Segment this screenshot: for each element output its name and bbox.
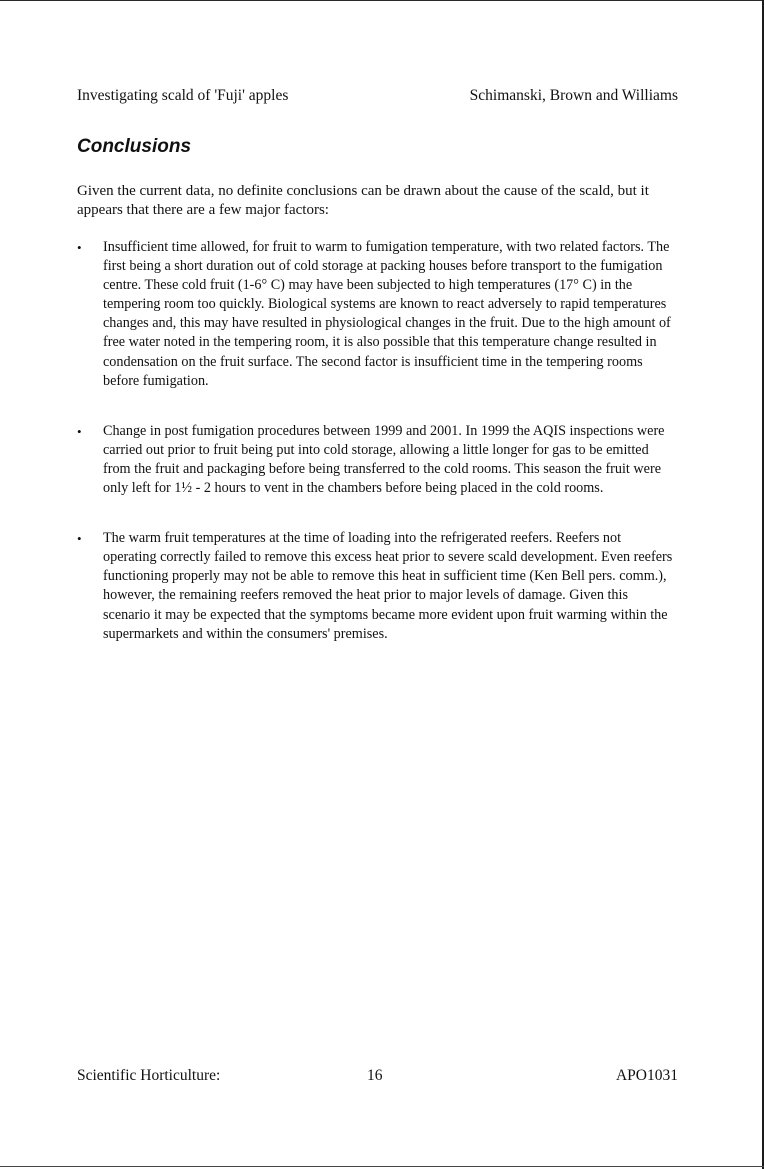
section-title: Conclusions: [77, 136, 192, 157]
footer-report-id: APO1031: [615, 1067, 678, 1084]
bullet-icon: •: [77, 240, 82, 255]
running-footer: [77, 1066, 678, 1086]
header-title: Investigating scald of 'Fuji' apples: [77, 87, 289, 104]
list-item: [77, 529, 677, 644]
list-item-text: Insufficient time allowed, for fruit to warm to fumigation temperature, with two related factors. The first being a short duration out of cold storage at packing houses before transport to the fumigation centre. These cold fruit (1-6° C) may have been subjected to high temperatures (17° C) in the tempering room too quickly. Biological systems are known to react adversely to rapid temperatures changes and, this may have resulted in physiological changes in the fruit. Due to the high amount of free water noted in the tempering room, it is also possible that this temperature change resulted in condensation on the fruit surface. The second factor is insufficient time in the tempering rooms before fumigation.: [103, 239, 671, 389]
running-header: [77, 86, 678, 106]
conclusion-list: [77, 238, 677, 675]
list-item: [77, 238, 677, 391]
scan-edge-top: [0, 0, 764, 1]
header-authors: Schimanski, Brown and Williams: [469, 87, 678, 104]
list-item-text: The warm fruit temperatures at the time of loading into the refrigerated reefers. Reefers not operating correctly failed to remove this excess heat prior to severe scald development. Even reefers functioning properly may not be able to remove this heat in sufficient time (Ken Bell pers. comm.), however, the remaining reefers removed the heat prior to major levels of damage. Given this scenario it may be expected that the symptoms became more evident upon fruit warming within the supermarkets and within the consumers' premises.: [103, 530, 673, 642]
bullet-icon: •: [77, 423, 82, 439]
footer-journal: Scientific Horticulture:: [77, 1067, 221, 1084]
list-item: [77, 422, 677, 498]
bullet-icon: •: [77, 531, 82, 547]
list-item-text: Change in post fumigation procedures between 1999 and 2001. In 1999 the AQIS inspections were carried out prior to fruit being put into cold storage, allowing a little longer for gas to be emitted from the fruit and packaging before being transferred to the cold rooms. This season the fruit were only left for 1½ - 2 hours to vent in the chambers before being placed in the cold rooms.: [103, 422, 665, 497]
page-number: 16: [367, 1067, 383, 1084]
intro-paragraph: Given the current data, no definite conclusions can be drawn about the cause of the scald, but it appears that there are a few major factors:: [77, 183, 649, 218]
scan-edge-bottom: [0, 1166, 764, 1167]
